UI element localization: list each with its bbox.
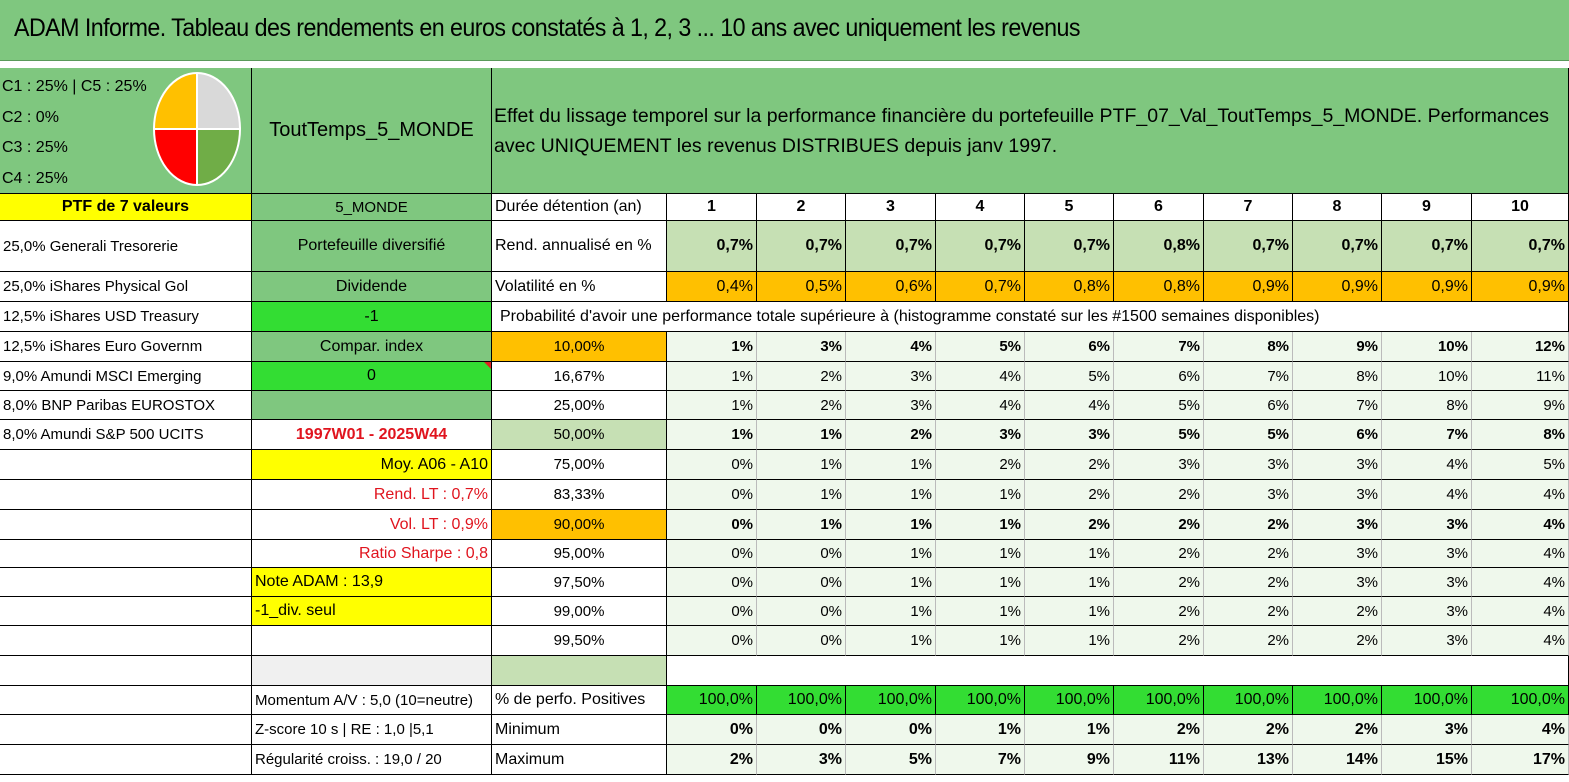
quantile-value: 1% [667,332,757,362]
quantile-value: 3% [936,420,1025,450]
quantile-value: 6% [1114,362,1204,391]
rend-lt: Rend. LT : 0,7% [252,480,492,510]
year-header: 7 [1204,194,1293,221]
holding-empty [0,540,252,568]
pos-label: % de perfo. Positives [492,686,667,715]
vol-value: 0,9% [1382,272,1472,302]
pos-value: 100,0% [1293,686,1382,715]
holding-item: 8,0% BNP Paribas EUROSTOX [0,391,252,420]
legend-item: C2 : 0% [2,108,59,126]
quantile-value: 4% [1472,510,1569,540]
empty-grey-cell [252,656,492,686]
pos-value: 100,0% [1114,686,1204,715]
quantile-value: 5% [936,332,1025,362]
min-value: 2% [1293,715,1382,745]
max-value: 13% [1204,745,1293,775]
rend-value: 0,7% [1382,221,1472,272]
quantile-value: 3% [1382,568,1472,597]
min-value: 4% [1472,715,1569,745]
quantile-label: 16,67% [492,362,667,391]
quantile-value: 1% [936,510,1025,540]
quantile-label: 75,00% [492,450,667,480]
min-value: 2% [1114,715,1204,745]
min-value: 0% [846,715,936,745]
holding-empty [0,510,252,540]
holding-empty [0,715,252,745]
quantile-value: 2% [1293,597,1382,626]
holding-item: 9,0% Amundi MSCI Emerging [0,362,252,391]
quantile-value: 11% [1472,362,1569,391]
max-value: 15% [1382,745,1472,775]
portfolio-name: ToutTemps_5_MONDE [252,68,492,194]
legend-item: C3 : 25% [2,139,68,156]
max-value: 7% [936,745,1025,775]
quantile-value: 4% [1472,540,1569,568]
zscore: Z-score 10 s | RE : 1,0 |5,1 [252,715,492,745]
max-value: 17% [1472,745,1569,775]
quantile-value: 2% [1204,510,1293,540]
quantile-value: 2% [1025,450,1114,480]
quantile-label: 10,00% [492,332,667,362]
empty-green-cell [252,391,492,420]
compar-index-label: Compar. index [252,332,492,362]
quantile-value: 3% [1382,510,1472,540]
min-value: 0% [667,715,757,745]
rend-value: 0,7% [1204,221,1293,272]
quantile-value: 2% [1204,597,1293,626]
ratio-sharpe: Ratio Sharpe : 0,8 [252,540,492,568]
holding-item: 12,5% iShares Euro Governm [0,332,252,362]
vol-value: 0,8% [1025,272,1114,302]
rend-label: Rend. annualisé en % [492,221,667,272]
vol-lt: Vol. LT : 0,9% [252,510,492,540]
pos-value: 100,0% [846,686,936,715]
year-header: 10 [1472,194,1569,221]
max-value: 11% [1114,745,1204,775]
rend-value: 0,7% [667,221,757,272]
max-value: 3% [757,745,846,775]
quantile-value: 9% [1472,391,1569,420]
quantile-label: 97,50% [492,568,667,597]
pos-value: 100,0% [667,686,757,715]
page-title: ADAM Informe. Tableau des rendements en euros constatés à 1, 2, 3 ... 10 ans avec uniquement les revenus [14,14,1080,42]
min-value: 3% [1382,715,1472,745]
max-value: 9% [1025,745,1114,775]
quantile-value: 2% [757,362,846,391]
quantile-value: 4% [1382,450,1472,480]
quantile-value: 3% [1293,450,1382,480]
quantile-value: 3% [1204,450,1293,480]
quantile-value: 0% [667,540,757,568]
pos-value: 100,0% [1204,686,1293,715]
quantile-value: 1% [667,420,757,450]
quantile-value: 2% [1114,540,1204,568]
quantile-value: 2% [846,420,936,450]
quantile-value: 2% [1114,568,1204,597]
pos-value: 100,0% [757,686,846,715]
max-value: 14% [1293,745,1382,775]
holding-empty [0,480,252,510]
vol-value: 0,9% [1293,272,1382,302]
quantile-value: 3% [846,391,936,420]
quantile-value: 1% [936,480,1025,510]
quantile-value: 2% [1204,540,1293,568]
allocation-pie-chart [152,70,242,188]
compar-index-value: 0 [252,362,492,391]
quantile-value: 8% [1382,391,1472,420]
period-label: 1997W01 - 2025W44 [252,420,492,450]
vol-value: 0,9% [1472,272,1569,302]
rend-value: 0,7% [1293,221,1382,272]
year-header: 5 [1025,194,1114,221]
quantile-value: 3% [846,362,936,391]
min-value: 1% [1025,715,1114,745]
rend-value: 0,8% [1114,221,1204,272]
holding-item: 25,0% iShares Physical Gol [0,272,252,302]
quantile-value: 2% [1114,510,1204,540]
quantile-value: 0% [757,540,846,568]
legend-item: C1 : 25% | C5 : 25% [2,78,147,95]
quantile-value: 7% [1382,420,1472,450]
quantile-value: 4% [1472,597,1569,626]
quantile-value: 0% [667,510,757,540]
pos-value: 100,0% [1472,686,1569,715]
quantile-value: 10% [1382,362,1472,391]
quantile-value: 1% [936,568,1025,597]
rend-value: 0,7% [757,221,846,272]
quantile-label: 95,00% [492,540,667,568]
quantile-value: 3% [1293,480,1382,510]
year-header: 8 [1293,194,1382,221]
duree-label: Durée détention (an) [492,194,667,221]
quantile-value: 4% [1025,391,1114,420]
quantile-value: 1% [757,420,846,450]
quantile-value: 10% [1382,332,1472,362]
quantile-value: 3% [1025,420,1114,450]
min-value: 2% [1204,715,1293,745]
vol-value: 0,9% [1204,272,1293,302]
quantile-value: 1% [1025,626,1114,656]
quantile-value: 2% [1204,626,1293,656]
pos-value: 100,0% [936,686,1025,715]
quantile-value: 8% [1293,362,1382,391]
quantile-value: 2% [1293,626,1382,656]
quantile-value: 4% [1472,568,1569,597]
vol-value: 0,5% [757,272,846,302]
description-text: Effet du lissage temporel sur la performance financière du portefeuille PTF_07_Val_ToutTemps_5_MONDE. Performances avec UNIQUEMENT les revenus DISTRIBUES depuis janv 1997. [494,104,1549,157]
vol-value: 0,7% [936,272,1025,302]
quantile-value: 5% [1472,450,1569,480]
quantile-value: 2% [1114,480,1204,510]
quantile-value: 1% [667,362,757,391]
pos-value: 100,0% [1382,686,1472,715]
pie-legend [2,72,147,194]
quantile-value: 3% [757,332,846,362]
vol-label: Volatilité en % [492,272,667,302]
vol-value: 0,6% [846,272,936,302]
quantile-label: 83,33% [492,480,667,510]
quantile-value: 2% [1204,568,1293,597]
quantile-value: 3% [1293,540,1382,568]
max-value: 2% [667,745,757,775]
holding-empty [0,686,252,715]
quantile-value: 2% [757,391,846,420]
quantile-value: 1% [846,540,936,568]
year-header: 1 [667,194,757,221]
quantile-value: 3% [1204,480,1293,510]
quantile-value: 0% [757,626,846,656]
quantile-value: 4% [1472,480,1569,510]
quantile-label: 25,00% [492,391,667,420]
quantile-value: 8% [1472,420,1569,450]
quantile-value: 1% [1025,597,1114,626]
rend-value: 0,7% [1472,221,1569,272]
quantile-value: 12% [1472,332,1569,362]
quantile-value: 7% [1114,332,1204,362]
quantile-value: 4% [936,391,1025,420]
dividende-label: Dividende [252,272,492,302]
quantile-value: 2% [936,450,1025,480]
quantile-value: 3% [1382,626,1472,656]
quantile-label: 99,00% [492,597,667,626]
min-label: Minimum [492,715,667,745]
quantile-value: 1% [936,626,1025,656]
quantile-value: 2% [1114,597,1204,626]
quantile-value: 1% [936,597,1025,626]
holding-empty [0,568,252,597]
min-value: 0% [757,715,846,745]
vol-value: 0,4% [667,272,757,302]
proba-title-end [1472,302,1569,332]
div-seul: -1_div. seul [252,597,492,626]
quantile-value: 1% [846,568,936,597]
quantile-label: 99,50% [492,626,667,656]
holding-item: 12,5% iShares USD Treasury [0,302,252,332]
dividende-value: -1 [252,302,492,332]
quantile-value: 0% [667,480,757,510]
pos-value: 100,0% [1025,686,1114,715]
quantile-value: 0% [667,597,757,626]
description [492,68,1569,194]
rend-value: 0,7% [846,221,936,272]
holding-empty [0,745,252,775]
holding-item: 25,0% Generali Tresorerie [0,221,252,272]
quantile-value: 1% [936,540,1025,568]
quantile-value: 1% [667,391,757,420]
universe-label: 5_MONDE [252,194,492,221]
year-header: 9 [1382,194,1472,221]
quantile-value: 2% [1114,626,1204,656]
empty-cell [252,626,492,656]
quantile-value: 5% [1114,391,1204,420]
portfolio-type: Portefeuille diversifié [252,221,492,272]
quantile-value: 6% [1293,420,1382,450]
holding-item: 8,0% Amundi S&P 500 UCITS [0,420,252,450]
proba-title: Probabilité d'avoir une performance totale supérieure à (histogramme constaté sur les #1500 semaines disponibles) [492,302,1472,332]
moy-label: Moy. A06 - A10 [252,450,492,480]
year-header: 3 [846,194,936,221]
page-title-bar [0,0,1569,61]
vol-value: 0,8% [1114,272,1204,302]
quantile-value: 0% [667,568,757,597]
quantile-value: 0% [667,450,757,480]
year-header: 6 [1114,194,1204,221]
momentum: Momentum A/V : 5,0 (10=neutre) [252,686,492,715]
quantile-value: 0% [757,597,846,626]
quantile-value: 1% [846,450,936,480]
quantile-value: 1% [1025,568,1114,597]
quantile-value: 4% [846,332,936,362]
quantile-value: 6% [1025,332,1114,362]
quantile-value: 4% [1472,626,1569,656]
quantile-value: 5% [1025,362,1114,391]
quantile-value: 3% [1382,597,1472,626]
holding-empty [0,450,252,480]
holding-empty [0,626,252,656]
quantile-value: 0% [757,568,846,597]
quantile-value: 1% [757,510,846,540]
rend-value: 0,7% [1025,221,1114,272]
quantile-value: 3% [1293,568,1382,597]
empty-cell [667,656,1569,686]
quantile-value: 1% [757,450,846,480]
quantile-value: 1% [846,626,936,656]
legend-item: C4 : 25% [2,169,68,187]
quantile-value: 7% [1293,391,1382,420]
empty-green-cell [492,656,667,686]
quantile-value: 3% [1114,450,1204,480]
quantile-value: 6% [1204,391,1293,420]
quantile-value: 8% [1204,332,1293,362]
quantile-value: 3% [1382,540,1472,568]
min-value: 1% [936,715,1025,745]
year-header: 2 [757,194,846,221]
quantile-value: 0% [667,626,757,656]
quantile-value: 1% [1025,540,1114,568]
ptf-label: PTF de 7 valeurs [0,194,252,221]
quantile-value: 3% [1293,510,1382,540]
quantile-value: 1% [846,480,936,510]
max-value: 5% [846,745,936,775]
quantile-value: 9% [1293,332,1382,362]
note-adam: Note ADAM : 13,9 [252,568,492,597]
holding-empty [0,656,252,686]
max-label: Maximum [492,745,667,775]
quantile-value: 1% [846,510,936,540]
quantile-value: 2% [1025,480,1114,510]
quantile-value: 5% [1204,420,1293,450]
quantile-value: 1% [846,597,936,626]
quantile-label: 90,00% [492,510,667,540]
rend-value: 0,7% [936,221,1025,272]
quantile-value: 5% [1114,420,1204,450]
quantile-value: 4% [1382,480,1472,510]
quantile-value: 2% [1025,510,1114,540]
quantile-label: 50,00% [492,420,667,450]
quantile-value: 4% [936,362,1025,391]
holding-empty [0,597,252,626]
regularite: Régularité croiss. : 19,0 / 20 [252,745,492,775]
year-header: 4 [936,194,1025,221]
quantile-value: 1% [757,480,846,510]
quantile-value: 7% [1204,362,1293,391]
